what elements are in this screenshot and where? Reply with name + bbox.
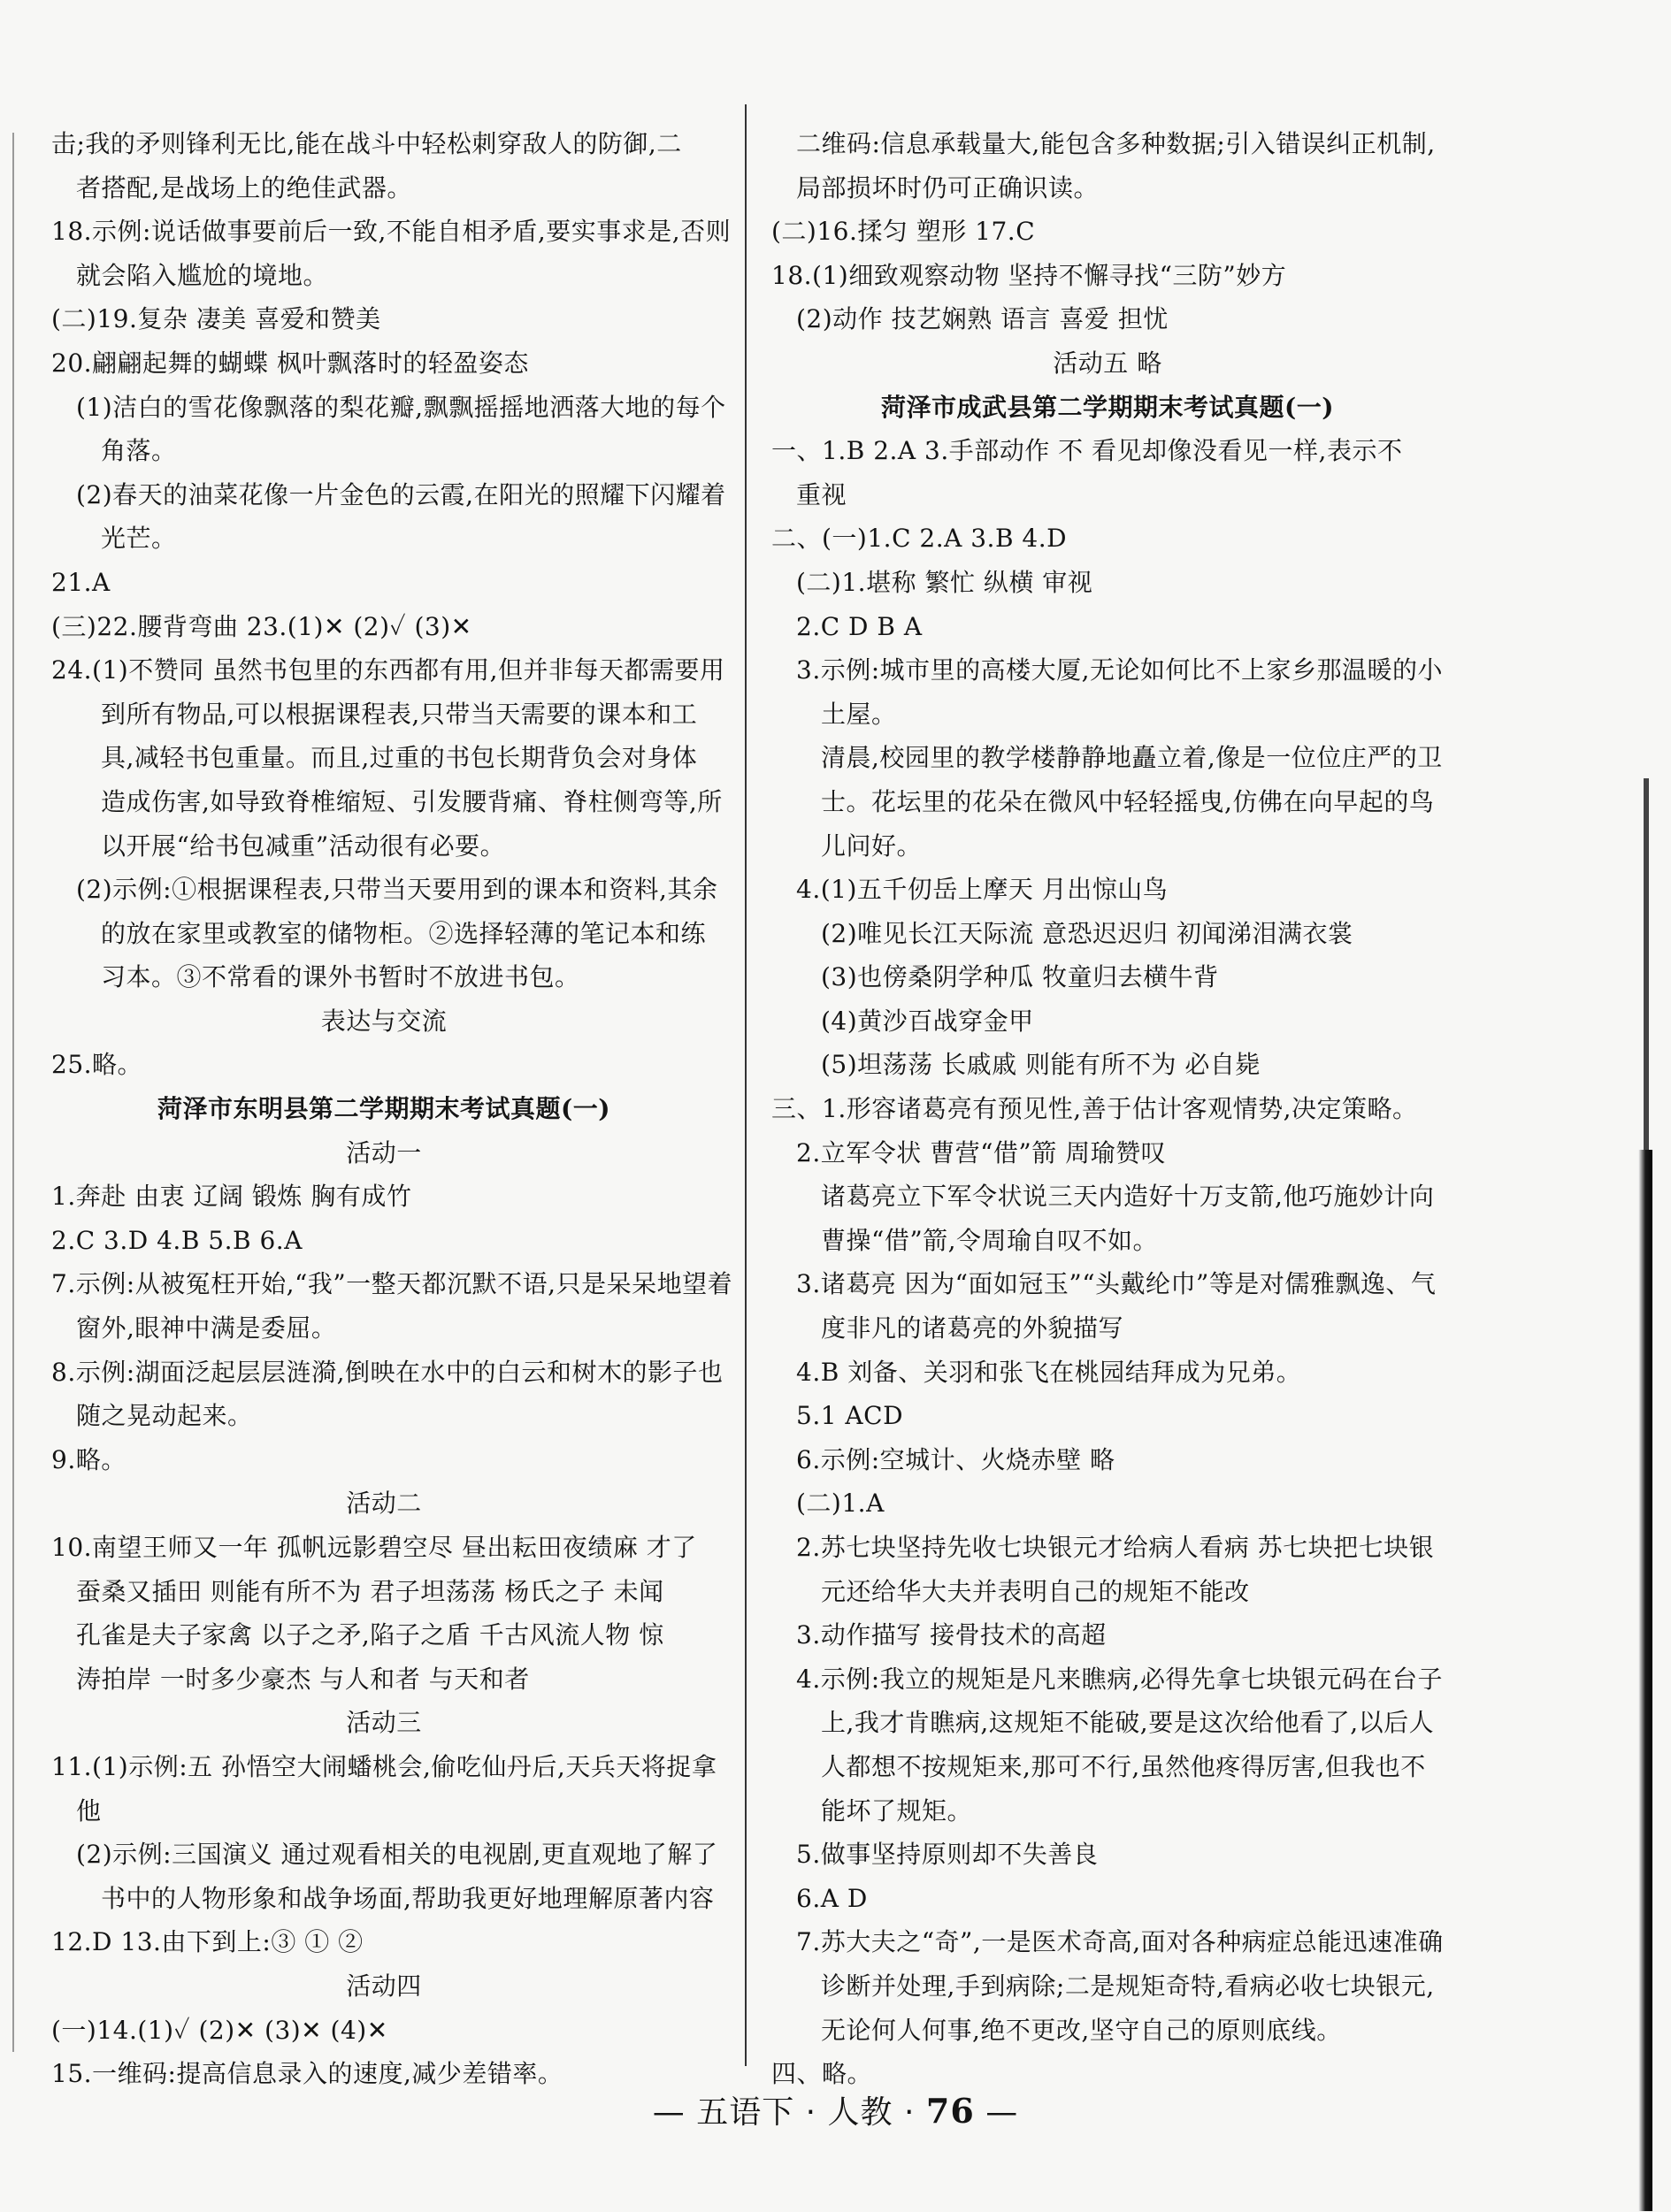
text-line: 4.(1)五千仞岳上摩天 月出惊山鸟 bbox=[796, 875, 1169, 905]
page-edge-line bbox=[12, 133, 14, 2052]
text-line: 人都想不按规矩来,那可不行,虽然他疼得厉害,但我也不 bbox=[821, 1751, 1426, 1781]
text-line: 诊断并处理,手到病除;二是规矩奇特,看病必收七块银元, bbox=[821, 1971, 1435, 2001]
text-line: 孔雀是夫子家禽 以子之矛,陷子之盾 千古风流人物 惊 bbox=[76, 1620, 664, 1650]
text-line: 3.示例:城市里的高楼大厦,无论如何比不上家乡那温暖的小 bbox=[796, 655, 1444, 685]
text-line: 20.翩翩起舞的蝴蝶 枫叶飘落时的轻盈姿态 bbox=[51, 348, 529, 378]
text-line: (1)洁白的雪花像飘落的梨花瓣,飘飘摇摇地洒落大地的每个 bbox=[76, 392, 726, 422]
text-line: 光芒。 bbox=[101, 524, 177, 554]
footer-label: — 五语下 · 人教 · bbox=[652, 2094, 926, 2131]
page-footer bbox=[0, 2087, 1671, 2132]
text-line: (2)动作 技艺娴熟 语言 喜爱 担忧 bbox=[796, 304, 1169, 334]
text-line: 习本。③不常看的课外书暂时不放进书包。 bbox=[101, 962, 580, 992]
text-line: 的放在家里或教室的储物柜。②选择轻薄的笔记本和练 bbox=[101, 918, 707, 948]
text-line: (3)也傍桑阴学种瓜 牧童归去横牛背 bbox=[821, 962, 1219, 992]
text-line: 二维码:信息承载量大,能包含多种数据;引入错误纠正机制, bbox=[796, 129, 1436, 158]
text-line: 到所有物品,可以根据课程表,只带当天需要的课本和工 bbox=[101, 699, 698, 729]
text-line: 诸葛亮立下军令状说三天内造好十万支箭,他巧施妙计向 bbox=[821, 1182, 1435, 1212]
text-line: 11.(1)示例:五 孙悟空大闹蟠桃会,偷吃仙丹后,天兵天将捉拿 bbox=[51, 1751, 717, 1781]
text-line: 2.立军令状 曹营“借”箭 周瑜赞叹 bbox=[796, 1137, 1167, 1167]
text-line: 21.A bbox=[51, 567, 111, 597]
text-line: (三)22.腰背弯曲 23.(1)✕ (2)✓ (3)✕ bbox=[51, 611, 472, 641]
text-line: 击;我的矛则锋利无比,能在战斗中轻松刺穿敌人的防御,二 bbox=[51, 129, 682, 158]
column-divider bbox=[745, 104, 747, 2066]
text-line: 表达与交流 bbox=[320, 1006, 448, 1036]
footer-tail: — bbox=[974, 2094, 1019, 2131]
text-line: 菏泽市成武县第二学期期末考试真题(一) bbox=[881, 392, 1334, 422]
text-line: 12.D 13.由下到上:③ ① ② bbox=[51, 1927, 364, 1957]
text-line: 活动四 bbox=[346, 1971, 422, 2001]
text-line: 上,我才肯瞧病,这规矩不能破,要是这次给他看了,以后人 bbox=[821, 1708, 1435, 1738]
text-line: 以开展“给书包减重”活动很有必要。 bbox=[101, 830, 506, 861]
text-line: 就会陷入尴尬的境地。 bbox=[76, 260, 329, 290]
text-line: 7.苏大夫之“奇”,一是医术奇高,面对各种病症总能迅速准确 bbox=[796, 1927, 1444, 1957]
text-line: 三、1.形容诸葛亮有预见性,善于估计客观情势,决定策略。 bbox=[771, 1094, 1418, 1124]
text-line: (2)示例:三国演义 通过观看相关的电视剧,更直观地了解了 bbox=[76, 1840, 718, 1870]
text-line: 儿问好。 bbox=[821, 830, 923, 861]
text-line: 一、1.B 2.A 3.手部动作 不 看见却像没看见一样,表示不 bbox=[771, 436, 1403, 466]
text-line: 随之晃动起来。 bbox=[76, 1401, 253, 1431]
text-line: 18.(1)细致观察动物 坚持不懈寻找“三防”妙方 bbox=[771, 260, 1287, 290]
text-line: 8.示例:湖面泛起层层涟漪,倒映在水中的白云和树木的影子也 bbox=[51, 1357, 724, 1387]
text-line: 9.略。 bbox=[51, 1444, 126, 1474]
text-line: (二)16.揉匀 塑形 17.C bbox=[771, 217, 1036, 247]
text-line: 2.C D B A bbox=[796, 611, 923, 641]
text-line: (二)1.堪称 繁忙 纵横 审视 bbox=[796, 567, 1093, 597]
text-line: 重视 bbox=[796, 479, 847, 509]
text-line: 清晨,校园里的教学楼静静地矗立着,像是一位位庄严的卫 bbox=[821, 743, 1443, 773]
text-line: 15.一维码:提高信息录入的速度,减少差错率。 bbox=[51, 2059, 563, 2089]
text-line: (4)黄沙百战穿金甲 bbox=[821, 1006, 1034, 1036]
text-line: 元还给华大夫并表明自己的规矩不能改 bbox=[821, 1576, 1250, 1606]
text-line: 3.动作描写 接骨技术的高超 bbox=[796, 1620, 1107, 1650]
text-line: (二)19.复杂 凄美 喜爱和赞美 bbox=[51, 304, 381, 334]
text-line: 4.B 刘备、关羽和张飞在桃园结拜成为兄弟。 bbox=[796, 1357, 1302, 1387]
text-line: 活动五 略 bbox=[1053, 348, 1162, 378]
text-line: 无论何人何事,绝不更改,坚守自己的原则底线。 bbox=[821, 2015, 1342, 2045]
text-line: 24.(1)不赞同 虽然书包里的东西都有用,但并非每天都需要用 bbox=[51, 655, 725, 685]
text-line: 2.苏七块坚持先收七块银元才给病人看病 苏七块把七块银 bbox=[796, 1533, 1435, 1562]
text-line: 4.示例:我立的规矩是凡来瞧病,必得先拿七块银元码在台子 bbox=[796, 1664, 1444, 1694]
text-line: 窗外,眼神中满是委屈。 bbox=[76, 1313, 337, 1343]
text-line: 四、略。 bbox=[771, 2059, 873, 2089]
text-line: 能坏了规矩。 bbox=[821, 1795, 973, 1825]
text-line: 土屋。 bbox=[821, 699, 897, 729]
text-line: 蚕桑又插田 则能有所不为 君子坦荡荡 杨氏之子 未闻 bbox=[76, 1576, 664, 1606]
text-line: (一)14.(1)✓ (2)✕ (3)✕ (4)✕ bbox=[51, 2015, 388, 2045]
left-column bbox=[51, 122, 733, 2096]
text-line: 造成伤害,如导致脊椎缩短、引发腰背痛、脊柱侧弯等,所 bbox=[101, 786, 723, 816]
text-line: 他 bbox=[76, 1795, 102, 1825]
text-line: 度非凡的诸葛亮的外貌描写 bbox=[821, 1313, 1124, 1343]
text-line: 10.南望王师又一年 孤帆远影碧空尽 昼出耘田夜绩麻 才了 bbox=[51, 1533, 697, 1562]
text-line: 25.略。 bbox=[51, 1050, 143, 1080]
text-line: 5.1 ACD bbox=[796, 1401, 904, 1431]
text-line: 角落。 bbox=[101, 436, 177, 466]
page-number: 76 bbox=[925, 2091, 975, 2131]
text-line: 涛拍岸 一时多少豪杰 与人和者 与天和者 bbox=[76, 1664, 530, 1694]
text-line: 书中的人物形象和战争场面,帮助我更好地理解原著内容 bbox=[101, 1883, 715, 1913]
text-line: 6.示例:空城计、火烧赤壁 略 bbox=[796, 1444, 1115, 1474]
scan-shadow-edge bbox=[1644, 778, 1649, 1150]
text-line: 3.诸葛亮 因为“面如冠玉”“头戴纶巾”等是对儒雅飘逸、气 bbox=[796, 1269, 1437, 1299]
text-line: (二)1.A bbox=[796, 1489, 885, 1519]
text-line: 活动一 bbox=[346, 1137, 422, 1167]
text-line: 活动二 bbox=[346, 1489, 422, 1519]
text-line: 士。花坛里的花朵在微风中轻轻摇曳,仿佛在向早起的鸟 bbox=[821, 786, 1435, 816]
text-line: (5)坦荡荡 长戚戚 则能有所不为 必自毙 bbox=[821, 1050, 1261, 1080]
text-line: 二、(一)1.C 2.A 3.B 4.D bbox=[771, 524, 1068, 554]
text-line: 具,减轻书包重量。而且,过重的书包长期背负会对身体 bbox=[101, 743, 698, 773]
scan-binding-edge bbox=[1638, 1150, 1652, 2211]
text-line: 菏泽市东明县第二学期期末考试真题(一) bbox=[157, 1094, 610, 1124]
right-column bbox=[771, 122, 1444, 2096]
text-line: (2)春天的油菜花像一片金色的云霞,在阳光的照耀下闪耀着 bbox=[76, 479, 726, 509]
text-line: 局部损坏时仍可正确识读。 bbox=[796, 172, 1100, 203]
text-line: 6.A D bbox=[796, 1883, 868, 1913]
text-line: 者搭配,是战场上的绝佳武器。 bbox=[76, 172, 412, 203]
text-line: 1.奔赴 由衷 辽阔 锻炼 胸有成竹 bbox=[51, 1182, 412, 1212]
text-line: 曹操“借”箭,令周瑜自叹不如。 bbox=[821, 1225, 1159, 1255]
text-line: 活动三 bbox=[346, 1708, 422, 1738]
text-line: (2)唯见长江天际流 意恐迟迟归 初闻涕泪满衣裳 bbox=[821, 918, 1353, 948]
text-line: 7.示例:从被冤枉开始,“我”一整天都沉默不语,只是呆呆地望着 bbox=[51, 1269, 733, 1299]
text-line: 2.C 3.D 4.B 5.B 6.A bbox=[51, 1225, 303, 1255]
text-line: 5.做事坚持原则却不失善良 bbox=[796, 1840, 1099, 1870]
text-line: 18.示例:说话做事要前后一致,不能自相矛盾,要实事求是,否则 bbox=[51, 217, 732, 247]
text-line: (2)示例:①根据课程表,只带当天要用到的课本和资料,其余 bbox=[76, 875, 718, 905]
